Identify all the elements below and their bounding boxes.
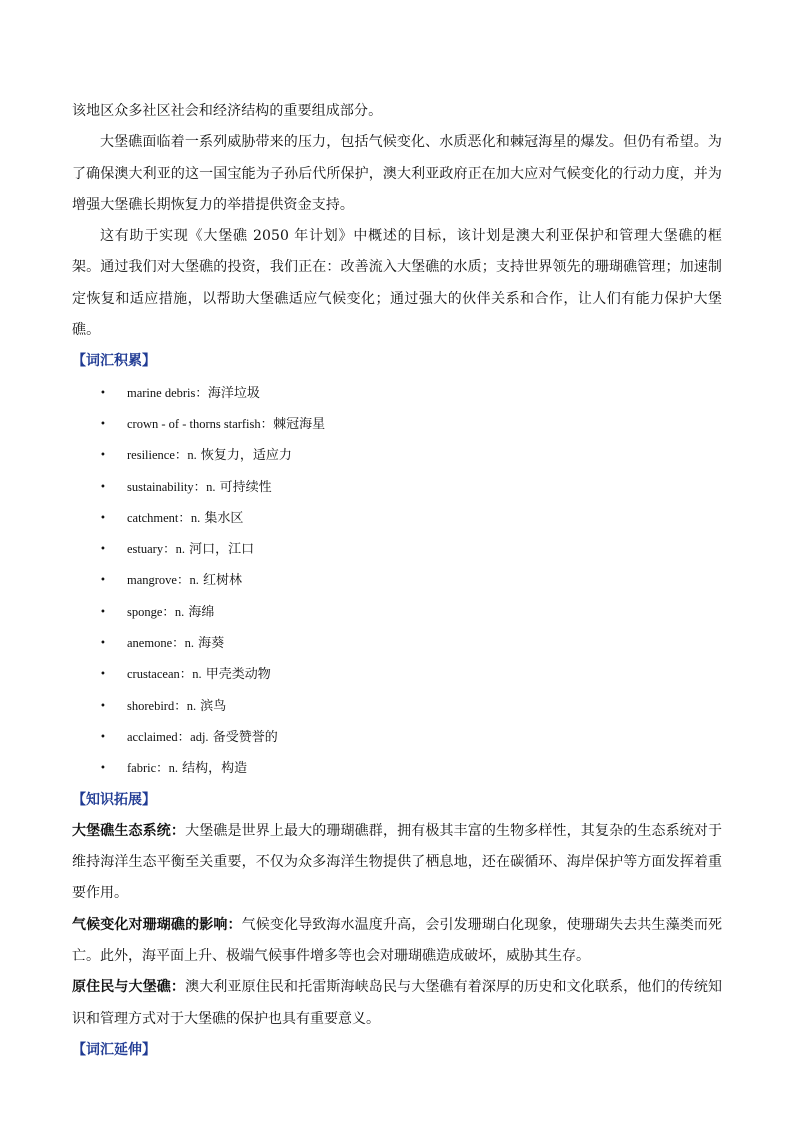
bullet-icon: • bbox=[100, 606, 106, 618]
vocab-term: acclaimed：adj. bbox=[127, 729, 209, 744]
vocab-meaning: 备受赞誉的 bbox=[208, 729, 278, 745]
vocab-term: catchment：n. bbox=[127, 510, 201, 525]
vocab-item bbox=[72, 628, 722, 659]
vocab-meaning: 河口，江口 bbox=[184, 542, 255, 558]
vocab-item bbox=[72, 440, 722, 471]
vocab-term: estuary：n. bbox=[127, 542, 185, 557]
document-page bbox=[72, 96, 722, 1066]
knowledge-item-climate bbox=[72, 910, 722, 973]
vocab-item bbox=[72, 597, 722, 628]
vocab-item bbox=[72, 659, 722, 690]
vocab-list bbox=[72, 378, 722, 785]
extension-heading: 【词汇延伸】 bbox=[72, 1041, 156, 1058]
vocab-meaning: 集水区 bbox=[200, 510, 244, 526]
vocab-item bbox=[72, 565, 722, 596]
bullet-icon: • bbox=[100, 544, 106, 556]
bullet-icon: • bbox=[100, 575, 106, 587]
knowledge-text: 大堡礁是世界上最大的珊瑚礁群，拥有极其丰富的生物多样性，其复杂的生态系统对于维持海洋生态平衡至关重要，不仅为众多海洋生物提供了栖息地，还在碳循环、海岸保护等方面发挥着重要作用。 bbox=[72, 822, 723, 902]
knowledge-title: 大堡礁生态系统： bbox=[72, 822, 186, 839]
vocab-term: sponge：n. bbox=[127, 604, 185, 619]
vocab-meaning: 滨鸟 bbox=[196, 698, 227, 714]
vocab-meaning: 海葵 bbox=[194, 636, 225, 652]
vocab-item bbox=[72, 753, 722, 784]
vocab-term: mangrove：n. bbox=[127, 573, 199, 588]
vocab-term: resilience：n. bbox=[127, 448, 197, 463]
vocab-term: crown - of - thorns starfish： bbox=[127, 416, 274, 431]
vocab-item bbox=[72, 472, 722, 503]
bullet-icon: • bbox=[100, 418, 106, 430]
paragraph-continued: 该地区众多社区社会和经济结构的重要组成部分。 bbox=[72, 103, 383, 119]
vocab-item bbox=[72, 691, 722, 722]
bullet-icon: • bbox=[100, 638, 106, 650]
bullet-icon: • bbox=[100, 731, 106, 743]
vocab-meaning: 海洋垃圾 bbox=[207, 385, 260, 401]
vocab-term: fabric：n. bbox=[127, 761, 179, 776]
vocab-term: anemone：n. bbox=[127, 636, 194, 651]
vocab-term: marine debris： bbox=[127, 385, 208, 400]
vocab-meaning: 海绵 bbox=[184, 604, 215, 620]
vocab-meaning: 结构，构造 bbox=[178, 761, 248, 777]
knowledge-heading: 【知识拓展】 bbox=[72, 791, 156, 808]
vocab-meaning: 棘冠海星 bbox=[273, 416, 326, 432]
vocab-heading: 【词汇积累】 bbox=[72, 353, 156, 370]
paragraph-threats: 大堡礁面临着一系列威胁带来的压力，包括气候变化、水质恶化和棘冠海星的爆发。但仍有希望。为了确保澳大利亚的这一国宝能为子孙后代所保护，澳大利亚政府正在加大应对气候变化的行动力度，并为增强大堡礁长期恢复力的举措提供资金支持。 bbox=[72, 134, 722, 213]
knowledge-item-indigenous bbox=[72, 972, 722, 1035]
knowledge-text: 澳大利亚原住民和托雷斯海峡岛民与大堡礁有着深厚的历史和文化联系，他们的传统知识和管理方式对于大堡礁的保护也具有重要意义。 bbox=[72, 979, 723, 1027]
knowledge-title: 气候变化对珊瑚礁的影响： bbox=[72, 916, 242, 933]
knowledge-item-ecosystem bbox=[72, 816, 722, 910]
bullet-icon: • bbox=[100, 763, 106, 775]
vocab-term: shorebird：n. bbox=[127, 698, 197, 713]
vocab-meaning: 红树林 bbox=[198, 573, 242, 589]
vocab-term: crustacean：n. bbox=[127, 667, 202, 682]
bullet-icon: • bbox=[100, 512, 106, 524]
paragraph-reef-2050-plan: 这有助于实现《大堡礁 2050 年计划》中概述的目标，该计划是澳大利亚保护和管理大堡礁的框架。通过我们对大堡礁的投资，我们正在：改善流入大堡礁的水质；支持世界领先的珊瑚礁管理；加速制定恢复和适应措施，以帮助大堡礁适应气候变化；通过强大的伙伴关系和合作，让人们有能力保护大堡礁。 bbox=[72, 228, 722, 339]
vocab-meaning: 甲壳类动物 bbox=[201, 667, 271, 683]
bullet-icon: • bbox=[100, 450, 106, 462]
knowledge-text: 气候变化导致海水温度升高，会引发珊瑚白化现象，使珊瑚失去共生藻类而死亡。此外，海平面上升、极端气候事件增多等也会对珊瑚礁造成破坏，威胁其生存。 bbox=[72, 916, 723, 965]
knowledge-title: 原住民与大堡礁： bbox=[72, 979, 186, 996]
vocab-term: sustainability：n. bbox=[127, 479, 216, 494]
bullet-icon: • bbox=[100, 481, 106, 493]
vocab-item bbox=[72, 722, 722, 753]
vocab-meaning: 恢复力，适应力 bbox=[196, 448, 292, 464]
vocab-meaning: 可持续性 bbox=[215, 479, 272, 495]
vocab-item bbox=[72, 534, 722, 565]
bullet-icon: • bbox=[100, 387, 106, 399]
vocab-item bbox=[72, 378, 722, 409]
vocab-item bbox=[72, 409, 722, 440]
bullet-icon: • bbox=[100, 700, 106, 712]
vocab-item bbox=[72, 503, 722, 534]
bullet-icon: • bbox=[100, 669, 106, 681]
